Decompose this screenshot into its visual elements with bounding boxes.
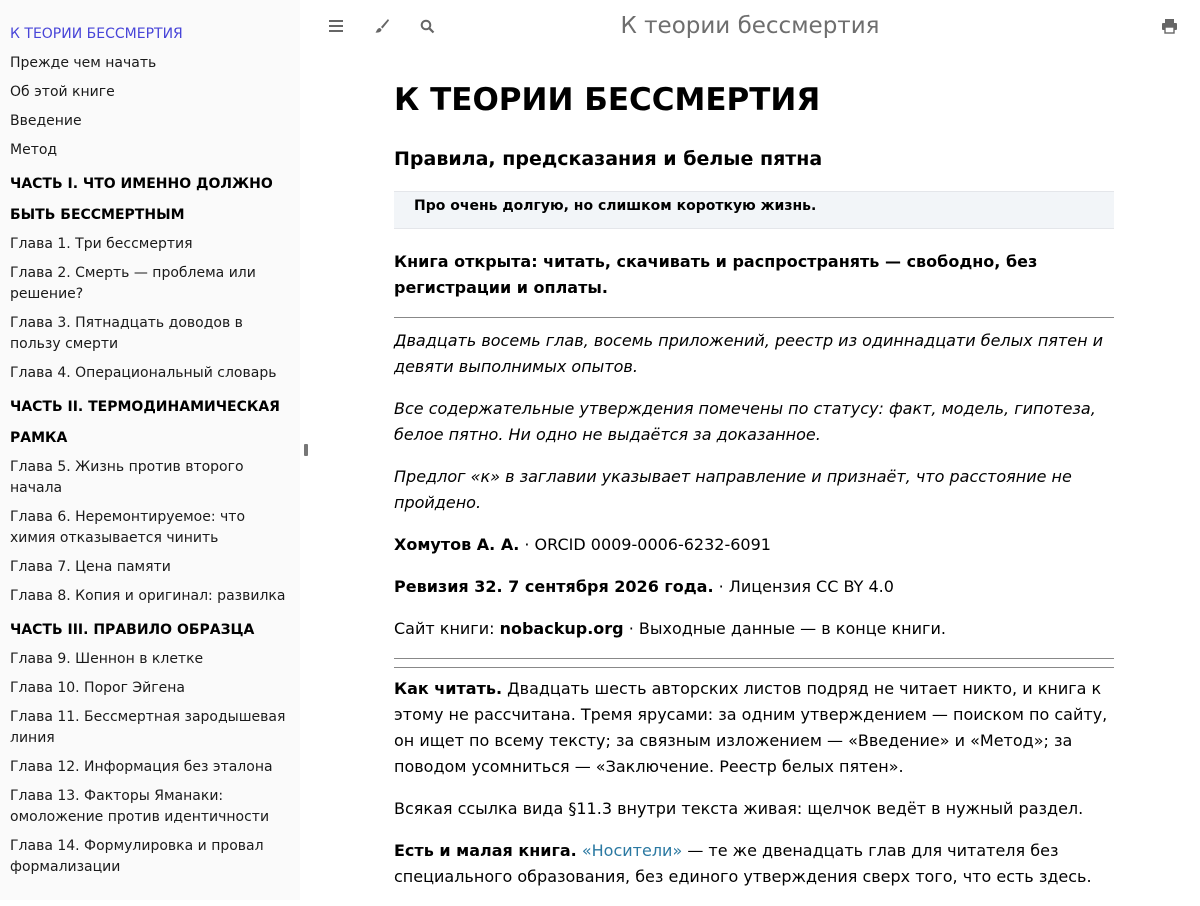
site-name: nobackup.org xyxy=(499,619,624,638)
toc-item[interactable]: Глава 12. Информация без эталона xyxy=(10,759,273,775)
toc-item[interactable]: Глава 6. Неремонтируемое: что химия отказывается чинить xyxy=(10,509,246,546)
site-suffix: · Выходные данные — в конце книги. xyxy=(623,619,946,638)
license-text: · Лицензия CC BY 4.0 xyxy=(713,577,894,596)
links-paragraph: Всякая ссылка вида §11.3 внутри текста живая: щелчок ведёт в нужный раздел. xyxy=(394,799,1084,818)
site-line xyxy=(394,616,1114,642)
page-subtitle: Правила, предсказания и белые пятна xyxy=(394,148,823,170)
page-title: К ТЕОРИИ БЕССМЕРТИЯ xyxy=(394,82,821,118)
main-content xyxy=(394,70,1114,906)
status-paragraph: Все содержательные утверждения помечены по статусу: факт, модель, гипотеза, белое пятно. Ни одно не выдаётся за доказанное. xyxy=(394,399,1096,444)
tagline-box xyxy=(394,191,1114,229)
toc-item[interactable]: Глава 5. Жизнь против второго начала xyxy=(10,459,244,496)
print-icon[interactable] xyxy=(1157,14,1181,38)
toc-item[interactable]: Глава 11. Бессмертная зародышевая линия xyxy=(10,709,286,746)
sidebar-toc xyxy=(0,0,300,900)
toc-item-current[interactable]: К ТЕОРИИ БЕССМЕРТИЯ xyxy=(10,26,183,42)
toc-part-heading[interactable]: ЧАСТЬ III. ПРАВИЛО ОБРАЗЦА xyxy=(10,622,255,638)
toc-item[interactable]: Глава 9. Шеннон в клетке xyxy=(10,651,204,667)
small-book-link[interactable]: «Носители» xyxy=(581,841,683,860)
author-name: Хомутов А. А. xyxy=(394,535,520,554)
toc-item[interactable]: Глава 7. Цена памяти xyxy=(10,559,171,575)
revision-line xyxy=(394,574,1114,600)
toc-item[interactable]: Глава 14. Формулировка и провал формализации xyxy=(10,838,264,875)
toc-item[interactable]: Глава 4. Операциональный словарь xyxy=(10,365,277,381)
toc-item[interactable]: Метод xyxy=(10,142,58,158)
preposition-paragraph: Предлог «к» в заглавии указывает направление и признаёт, что расстояние не пройдено. xyxy=(394,467,1072,512)
toc-item[interactable]: Прежде чем начать xyxy=(10,55,157,71)
how-to-read-label: Как читать. xyxy=(394,679,503,698)
toc-part-heading[interactable]: ЧАСТЬ II. ТЕРМОДИНАМИЧЕСКАЯ РАМКА xyxy=(10,399,280,446)
how-to-read-paragraph xyxy=(394,676,1114,780)
double-divider xyxy=(394,658,1114,668)
how-to-read-text: Двадцать шесть авторских листов подряд не читает никто, и книга к этому не рассчитана. Тремя ярусами: за одним утверждением — поиском по сайту, он ищет по всему тексту; за связным изложением — «Введение» и «Метод»; за поводом усомниться — «Заключение. Реестр белых пятен». xyxy=(394,679,1108,776)
toc-item[interactable]: Глава 8. Копия и оригинал: развилка xyxy=(10,588,286,604)
revision-text: Ревизия 32. 7 сентября 2026 года. xyxy=(394,577,714,596)
toc-item[interactable]: Глава 2. Смерть — проблема или решение? xyxy=(10,265,256,302)
toc-item[interactable]: Глава 10. Порог Эйгена xyxy=(10,680,185,696)
toc-item[interactable]: Введение xyxy=(10,113,82,129)
author-line xyxy=(394,532,1114,558)
toc-item[interactable]: Глава 3. Пятнадцать доводов в пользу смерти xyxy=(10,315,243,352)
open-book-notice: Книга открыта: читать, скачивать и распространять — свободно, без регистрации и оплаты. xyxy=(394,252,1038,297)
small-book-text: — те же двенадцать глав для читателя без специального образования, без единого утверждения сверх того, что есть здесь. xyxy=(394,841,1092,886)
menu-bar xyxy=(300,0,1200,52)
sidebar-resize-handle[interactable] xyxy=(304,444,308,456)
toc-item[interactable]: Об этой книге xyxy=(10,84,115,100)
divider xyxy=(394,317,1114,318)
small-book-label: Есть и малая книга. xyxy=(394,841,577,860)
small-book-paragraph xyxy=(394,838,1114,890)
summary-paragraph: Двадцать восемь глав, восемь приложений, реестр из одиннадцати белых пятен и девяти выполнимых опытов. xyxy=(394,331,1104,376)
site-prefix: Сайт книги: xyxy=(394,619,500,638)
toc-item[interactable]: Глава 1. Три бессмертия xyxy=(10,236,193,252)
toc-part-heading[interactable]: ЧАСТЬ I. ЧТО ИМЕННО ДОЛЖНО БЫТЬ БЕССМЕРТНЫМ xyxy=(10,176,273,223)
author-orcid: · ORCID 0009-0006-6232-6091 xyxy=(519,535,771,554)
tagline-text: Про очень долгую, но слишком короткую жизнь. xyxy=(414,198,817,214)
book-title: К теории бессмертия xyxy=(620,13,880,39)
toc-item[interactable]: Глава 13. Факторы Яманаки: омоложение против идентичности xyxy=(10,788,270,825)
